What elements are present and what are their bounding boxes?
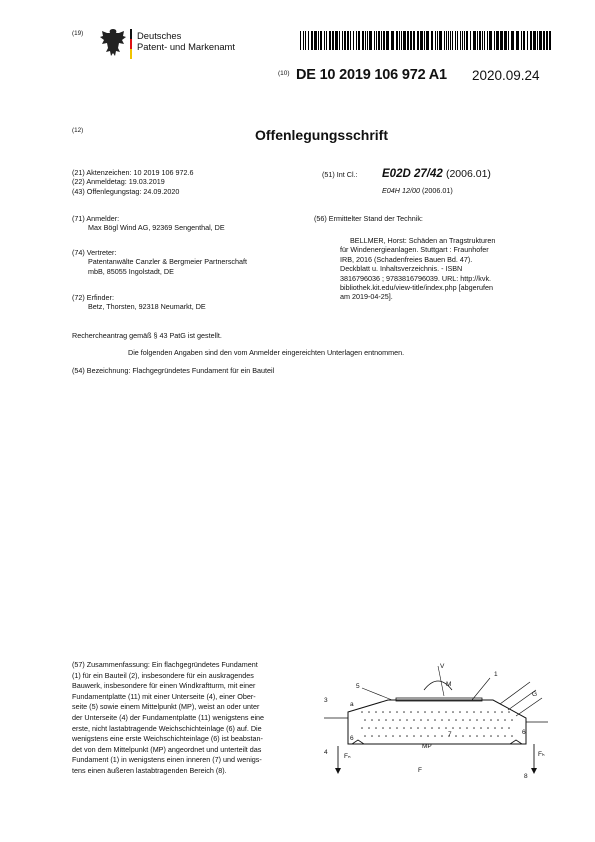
barcode-bar	[435, 31, 436, 50]
label-F: F	[418, 767, 422, 774]
barcode-bar	[417, 31, 419, 50]
abstract-line: det von dem Mittelpunkt (MP) angeordnet und unterteilt das	[72, 744, 262, 754]
federal-eagle-logo	[98, 27, 128, 61]
barcode-bar	[446, 31, 447, 50]
barcode-bar	[504, 31, 507, 50]
rebar-dot	[441, 719, 443, 721]
barcode-bar	[410, 31, 412, 50]
rebar-dot	[417, 711, 419, 713]
barcode-bar	[424, 31, 425, 50]
label-M: M	[446, 681, 452, 688]
prior-art-line: am 2019-04-25].	[340, 292, 393, 302]
abstract-line: der Unterseite (4) der Fundamentplatte (11) wenigstens eine	[72, 712, 265, 722]
rebar-dot	[364, 719, 366, 721]
rebar-dot	[494, 727, 496, 729]
rebar-dot	[462, 735, 464, 737]
rebar-dot	[434, 719, 436, 721]
main-class-version: (2006.01)	[445, 168, 491, 180]
rebar-dot	[364, 735, 366, 737]
barcode-bar	[496, 31, 499, 50]
rebar-dot	[455, 719, 457, 721]
barcode-bar	[320, 31, 322, 50]
barcode-bar	[332, 31, 334, 50]
rebar-dot	[508, 711, 510, 713]
rebar-dot	[375, 727, 377, 729]
rebar-dot	[462, 719, 464, 721]
barcode-bar	[300, 31, 301, 50]
main-class-code: E02D 27/42	[382, 168, 443, 180]
label-1: 1	[494, 671, 498, 678]
barcode-bar	[452, 31, 453, 50]
rebar-dot	[413, 735, 415, 737]
main-classification	[382, 168, 491, 180]
rebar-dot	[382, 727, 384, 729]
rebar-dot	[445, 727, 447, 729]
rebar-dot	[389, 727, 391, 729]
sub-classification	[382, 186, 453, 195]
barcode-bar	[537, 31, 538, 50]
rebar-dot	[448, 719, 450, 721]
barcode-bar	[521, 31, 522, 50]
label-8: 8	[524, 773, 528, 780]
representative-block	[72, 248, 247, 276]
rebar-dot	[392, 735, 394, 737]
abstract-line: Bauwerk, insbesondere für einen Windkraftturm, mit einer	[72, 681, 256, 691]
rebar-dot	[497, 719, 499, 721]
abstract-line: (1) für ein Bauteil (2), insbesondere für ein auskragendes	[72, 670, 254, 680]
prior-art-line: Deckblatt u. Inhaltsverzeichnis. - ISBN	[340, 264, 463, 274]
rebar-dot	[413, 719, 415, 721]
barcode-bar	[318, 31, 319, 50]
barcode-bar	[329, 31, 331, 50]
barcode-bar	[473, 31, 476, 50]
barcode-bar	[311, 31, 313, 50]
inventor-block	[72, 293, 206, 312]
rebar-dot	[382, 711, 384, 713]
sub-class-code: E04H 12/00	[382, 186, 420, 195]
abstract-line: wenigstens eine erste Weichschichteinlage (6) ist beabstan-	[72, 734, 263, 744]
barcode-bar	[403, 31, 406, 50]
barcode-bar	[347, 31, 349, 50]
inventor-value: Betz, Thorsten, 92318 Neumarkt, DE	[88, 302, 206, 312]
barcode-bar	[314, 31, 317, 50]
rebar-dot	[441, 735, 443, 737]
rebar-dot	[476, 719, 478, 721]
rebar-dot	[427, 719, 429, 721]
rebar-dot	[483, 719, 485, 721]
rebar-dot	[396, 727, 398, 729]
barcode-bar	[326, 31, 327, 50]
force-arrowhead-left	[335, 768, 341, 774]
barcode-bar	[396, 31, 398, 50]
rebar-dot	[459, 711, 461, 713]
barcode-bar	[426, 31, 429, 50]
barcode-bar	[391, 31, 394, 50]
document-type-title	[0, 127, 595, 143]
barcode-bar	[339, 31, 340, 50]
rebar-dot	[494, 711, 496, 713]
label-MP: MP	[422, 743, 432, 750]
foundation-plate	[348, 700, 526, 744]
label-a: a	[350, 701, 354, 708]
rebar-dot	[473, 727, 475, 729]
rebar-dot	[378, 735, 380, 737]
rebar-dot	[501, 727, 503, 729]
barcode-bar	[401, 31, 402, 50]
rebar-dot	[434, 735, 436, 737]
label-6-left: 6	[350, 735, 354, 742]
flag-gold-stripe	[130, 49, 132, 59]
rebar-dot	[427, 735, 429, 737]
barcode-bar	[437, 31, 438, 50]
abstract-line: Fundament (1) in wenigstens einen inneren (7) und wenigs-	[72, 755, 262, 765]
barcode-bar	[350, 31, 351, 50]
barcode-bar	[444, 31, 445, 50]
reinforcement-pattern	[361, 711, 513, 737]
rebar-dot	[480, 711, 482, 713]
bibliographic-data	[72, 168, 193, 196]
barcode-bar	[376, 31, 377, 50]
barcode-bar	[477, 31, 478, 50]
rebar-dot	[473, 711, 475, 713]
title-of-invention: (54) Bezeichnung: Flachgegründetes Fundament für ein Bauteil	[72, 366, 275, 375]
rebar-dot	[410, 711, 412, 713]
barcode-bar	[511, 31, 514, 50]
abstract	[72, 660, 308, 777]
rebar-dot	[424, 727, 426, 729]
barcode-bar	[489, 31, 492, 50]
barcode-bar	[464, 31, 465, 50]
flag-red-stripe	[130, 39, 132, 49]
barcode-bar	[543, 31, 545, 50]
slope-line	[500, 682, 542, 716]
rebar-dot	[455, 735, 457, 737]
barcode-bar	[457, 31, 458, 50]
applicant-value: Max Bögl Wind AG, 92369 Sengenthal, DE	[88, 223, 225, 233]
rebar-dot	[508, 727, 510, 729]
barcode-bar	[353, 31, 354, 50]
barcode-bar	[466, 31, 468, 50]
barcode-bar	[365, 31, 366, 50]
barcode-bar	[462, 31, 463, 50]
barcode-bar	[367, 31, 368, 50]
rebar-dot	[452, 711, 454, 713]
barcode-bar	[358, 31, 360, 50]
rebar-dot	[466, 727, 468, 729]
rebar-dot	[445, 711, 447, 713]
rebar-dot	[403, 727, 405, 729]
rebar-dot	[438, 727, 440, 729]
barcode-bar	[508, 31, 509, 50]
barcode-bar	[431, 31, 433, 50]
rebar-dot	[378, 719, 380, 721]
flag-black-stripe	[130, 29, 132, 39]
barcode-bar	[450, 31, 451, 50]
applicant-label: (71) Anmelder:	[72, 214, 120, 223]
label-FH: Fₕ	[538, 751, 545, 758]
rebar-dot	[490, 735, 492, 737]
barcode-bar	[362, 31, 364, 50]
rebar-dot	[497, 735, 499, 737]
rebar-dot	[406, 735, 408, 737]
inid-code-19: (19)	[72, 30, 84, 37]
barcode-bar	[455, 31, 456, 50]
rebar-dot	[385, 735, 387, 737]
rebar-dot	[417, 727, 419, 729]
barcode-bar	[324, 31, 325, 50]
abstract-line: tens einen äußeren lastabtragenden Bereich (8).	[72, 765, 227, 775]
rebar-dot	[469, 735, 471, 737]
rebar-dot	[385, 719, 387, 721]
barcode-bar	[479, 31, 481, 50]
barcode-bar	[470, 31, 471, 50]
barcode-bar	[516, 31, 519, 50]
representative-label: (74) Vertreter:	[72, 248, 117, 257]
barcode-bar	[335, 31, 338, 50]
barcode-bar	[439, 31, 442, 50]
rebar-dot	[399, 719, 401, 721]
rebar-dot	[504, 719, 506, 721]
rebar-dot	[431, 727, 433, 729]
barcode-bar	[500, 31, 503, 50]
label-G: G	[532, 691, 538, 698]
rebar-dot	[459, 727, 461, 729]
office-name-line2: Patent- und Markenamt	[137, 41, 235, 52]
barcode	[300, 31, 552, 50]
barcode-bar	[399, 31, 400, 50]
barcode-bar	[356, 31, 357, 50]
office-name-line1: Deutsches	[137, 30, 182, 41]
barcode-bar	[527, 31, 528, 50]
rebar-dot	[392, 719, 394, 721]
rebar-dot	[452, 727, 454, 729]
label-3: 3	[324, 697, 328, 704]
rebar-dot	[368, 727, 370, 729]
sub-class-version: (2006.01)	[421, 186, 453, 195]
barcode-bar	[342, 31, 343, 50]
rebar-dot	[420, 735, 422, 737]
rebar-dot	[501, 711, 503, 713]
label-7: 7	[448, 731, 452, 738]
rebar-dot	[361, 727, 363, 729]
search-request-note: Rechercheantrag gemäß § 43 PatG ist gestellt.	[72, 331, 222, 340]
abstract-line: erste, nicht lastabtragende Weichschichteinlage (6) auf. Die	[72, 723, 262, 733]
barcode-bar	[344, 31, 346, 50]
barcode-bar	[413, 31, 415, 50]
foundation-figure	[318, 662, 550, 780]
inid-code-12: (12)	[72, 127, 84, 134]
rebar-dot	[483, 735, 485, 737]
barcode-bar	[487, 31, 488, 50]
rebar-dot	[469, 719, 471, 721]
prior-art-label: (56) Ermittelter Stand der Technik:	[314, 214, 423, 223]
rebar-dot	[399, 735, 401, 737]
applicant-block	[72, 214, 225, 233]
barcode-bar	[381, 31, 382, 50]
inventor-label: (72) Erfinder:	[72, 293, 114, 302]
barcode-bar	[533, 31, 536, 50]
prior-art-line: bibliothek.kit.edu/view-title/index.php [abgerufen	[340, 283, 494, 293]
barcode-bar	[420, 31, 423, 50]
rebar-dot	[476, 735, 478, 737]
rebar-dot	[389, 711, 391, 713]
rebar-dot	[375, 711, 377, 713]
rebar-dot	[487, 711, 489, 713]
barcode-bar	[369, 31, 372, 50]
abstract-line: Fundamentplatte (11) mit einer Unterseite (4), einer Ober-	[72, 691, 256, 701]
prior-art-line: IRB, 2016 (Schadenfreies Bauen Bd. 47).	[340, 254, 473, 264]
int-cl-label: (51) Int Cl.:	[322, 170, 358, 179]
barcode-bar	[374, 31, 375, 50]
barcode-bar	[383, 31, 385, 50]
barcode-bar	[308, 31, 309, 50]
filing-date: (22) Anmeldetag: 19.03.2019	[72, 177, 165, 187]
rebar-dot	[403, 711, 405, 713]
barcode-bar	[305, 31, 306, 50]
rebar-dot	[511, 719, 513, 721]
abstract-line: seite (5) sowie einem Mittelpunkt (MP), weist an oder unter	[72, 702, 260, 712]
barcode-bar	[303, 31, 304, 50]
barcode-bar	[549, 31, 551, 50]
prior-art-line: für Windenergieanlagen. Stuttgart : Fraunhofer	[340, 245, 489, 255]
label-V: V	[440, 663, 445, 670]
rebar-dot	[490, 719, 492, 721]
rebar-dot	[424, 711, 426, 713]
applicant-documents-note: Die folgenden Angaben sind den vom Anmelder eingereichten Unterlagen entnommen.	[128, 348, 405, 357]
rebar-dot	[504, 735, 506, 737]
barcode-bar	[530, 31, 532, 50]
rebar-dot	[406, 719, 408, 721]
prior-art-line: 3816796036 ; 9783816796039. URL: http://kvk.	[340, 273, 492, 283]
rebar-dot	[371, 719, 373, 721]
label-4: 4	[324, 749, 328, 756]
representative-line1: Patentanwälte Canzler & Bergmeier Partnerschaft	[88, 257, 248, 267]
document-type-text: Offenlegungsschrift	[254, 127, 388, 143]
publication-date: 2020.09.24	[472, 68, 540, 83]
barcode-bar	[482, 31, 483, 50]
rebar-dot	[438, 711, 440, 713]
representative-line2: mbB, 85055 Ingolstadt, DE	[88, 266, 174, 276]
label-5: 5	[356, 683, 360, 690]
soft-layer-insert-right	[510, 740, 522, 744]
label-6-right: 6	[522, 729, 526, 736]
rebar-dot	[368, 711, 370, 713]
soft-layer-insert-left	[352, 740, 364, 744]
barcode-bar	[407, 31, 409, 50]
barcode-bar	[546, 31, 548, 50]
rebar-dot	[487, 727, 489, 729]
rebar-dot	[361, 711, 363, 713]
barcode-bar	[494, 31, 495, 50]
inid-code-10: (10)	[278, 70, 290, 77]
barcode-bar	[539, 31, 542, 50]
application-number: (21) Aktenzeichen: 10 2019 106 972.6	[72, 168, 194, 177]
rebar-dot	[410, 727, 412, 729]
barcode-bar	[460, 31, 461, 50]
rebar-dot	[420, 719, 422, 721]
leader-5	[362, 688, 392, 700]
force-arrowhead-right	[531, 768, 537, 774]
label-FN: Fₙ	[344, 753, 351, 760]
abstract-line: (57) Zusammenfassung: Ein flachgegründetes Fundament	[72, 660, 258, 669]
publication-date-line: (43) Offenlegungstag: 24.09.2020	[72, 186, 180, 196]
leader-1	[472, 678, 490, 700]
publication-number: DE 10 2019 106 972 A1	[296, 67, 447, 83]
prior-art-citation	[340, 236, 495, 302]
rebar-dot	[371, 735, 373, 737]
barcode-bar	[523, 31, 525, 50]
barcode-bar	[448, 31, 449, 50]
barcode-bar	[378, 31, 380, 50]
rebar-dot	[480, 727, 482, 729]
prior-art-line: BELLMER, Horst: Schäden an Tragstrukturen	[350, 236, 496, 245]
rebar-dot	[396, 711, 398, 713]
rebar-dot	[511, 735, 513, 737]
rebar-dot	[466, 711, 468, 713]
barcode-bar	[386, 31, 389, 50]
rebar-dot	[431, 711, 433, 713]
barcode-bar	[484, 31, 485, 50]
